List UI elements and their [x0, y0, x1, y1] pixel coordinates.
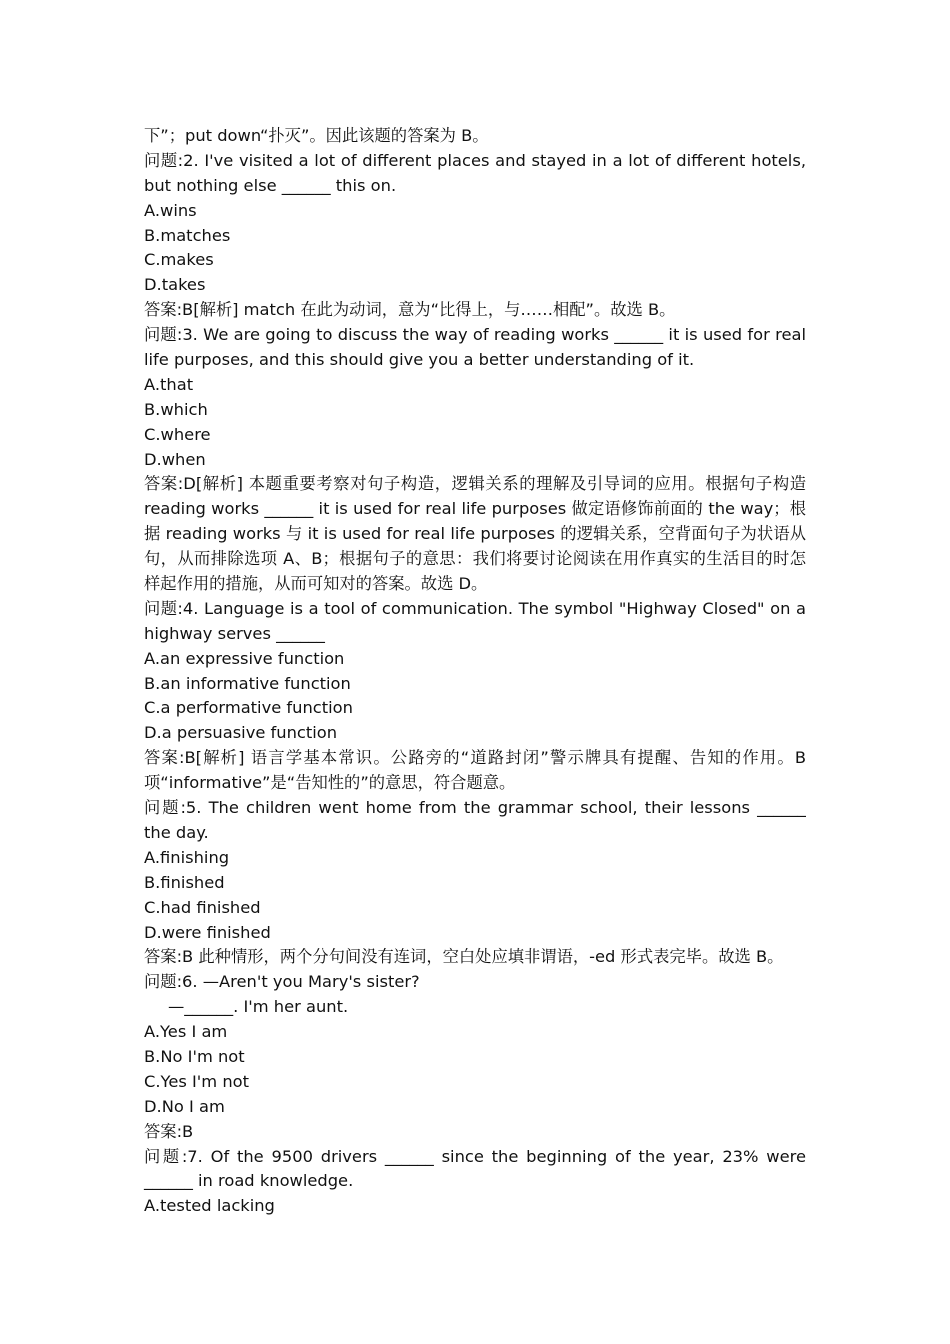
option-line: C.had finished — [144, 897, 261, 917]
option-line: A.wins — [144, 200, 197, 220]
question-line: the day. — [144, 822, 209, 842]
option-line: D.when — [144, 449, 206, 469]
answer-line: 据 reading works 与 it is used for real life purposes 的逻辑关系，空背面句子为状语从 — [144, 524, 806, 544]
question-line: 问题:6. —Aren't you Mary's sister? — [144, 972, 420, 992]
question-line: 问题:4. Language is a tool of communication. The symbol "Highway Closed" on a — [144, 598, 806, 618]
question-line: ______ in road knowledge. — [144, 1171, 354, 1191]
answer-line: 答案:B — [144, 1121, 194, 1141]
option-line: D.a persuasive function — [144, 723, 338, 743]
option-line: D.were finished — [144, 922, 271, 942]
answer-line: 答案:B[解析] match 在此为动词，意为“比得上，与……相配”。故选 B。 — [144, 300, 676, 320]
question-line: 问题:3. We are going to discuss the way of reading works ______ it is used for real — [144, 325, 806, 345]
option-line: B.matches — [144, 225, 231, 245]
question-line: highway serves ______ — [144, 623, 325, 643]
answer-line: 样起作用的措施，从而可知对的答案。故选 D。 — [144, 574, 488, 594]
question-line: 问题:2. I've visited a lot of different places and stayed in a lot of different hotels, — [144, 150, 806, 170]
option-line: D.No I am — [144, 1096, 225, 1116]
question-line: 问题:7. Of the 9500 drivers ______ since the beginning of the year, 23% were — [144, 1146, 806, 1166]
answer-line: 答案:D[解析] 本题重要考察对句子构造，逻辑关系的理解及引导词的应用。根据句子构造 — [144, 474, 806, 494]
answer-line: 答案:B 此种情形，两个分句间没有连词，空白处应填非谓语，-ed 形式表完毕。故选 B。 — [144, 947, 784, 967]
option-line: A.Yes I am — [144, 1022, 228, 1042]
answer-line: 答案:B[解析] 语言学基本常识。公路旁的“道路封闭”警示牌具有提醒、告知的作用。B — [144, 748, 806, 768]
option-line: C.makes — [144, 250, 214, 270]
option-line: B.finished — [144, 872, 225, 892]
option-line: B.which — [144, 399, 208, 419]
answer-line: reading works ______ it is used for real life purposes 做定语修饰前面的 the way；根 — [144, 499, 806, 519]
answer-line: 项“informative”是“告知性的”的意思，符合题意。 — [144, 773, 516, 793]
answer-line: 句，从而排除选项 A、B；根据句子的意思：我们将要讨论阅读在用作真实的生活目的时怎 — [144, 549, 806, 569]
option-line: D.takes — [144, 275, 206, 295]
question-line: 问题:5. The children went home from the grammar school, their lessons ______ — [144, 798, 806, 818]
question-line: —______. I'm her aunt. — [168, 997, 349, 1017]
question-line: life purposes, and this should give you a better understanding of it. — [144, 350, 695, 370]
document-body — [144, 124, 806, 1219]
option-line: C.where — [144, 424, 211, 444]
option-line: C.a performative function — [144, 698, 353, 718]
option-line: A.that — [144, 374, 194, 394]
option-line: A.an expressive function — [144, 648, 345, 668]
answer-line: 下”；put down“扑灭”。因此该题的答案为 B。 — [144, 126, 489, 145]
question-line: but nothing else ______ this on. — [144, 175, 397, 195]
option-line: C.Yes I'm not — [144, 1071, 249, 1091]
option-line: A.finishing — [144, 847, 230, 867]
option-line: B.an informative function — [144, 673, 351, 693]
option-line: B.No I'm not — [144, 1046, 245, 1066]
option-line: A.tested lacking — [144, 1196, 275, 1216]
